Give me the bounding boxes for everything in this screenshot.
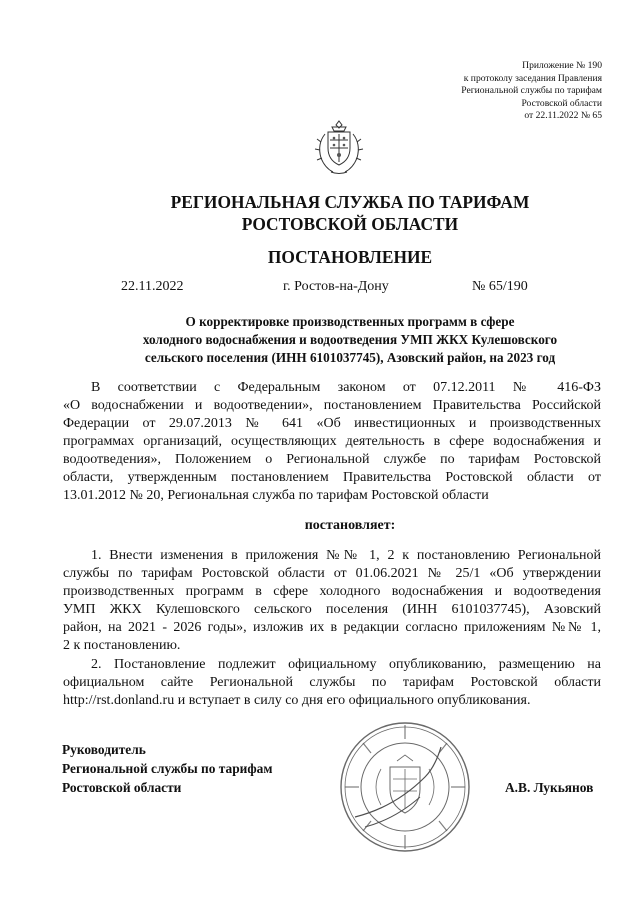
item-1-line: службы по тарифам Ростовской области от 01.06.2021 № 25/1 «Об утверждении (63, 566, 601, 581)
appendix-line: Ростовской области (521, 97, 602, 109)
item-1-paragraph (63, 547, 601, 655)
appendix-note (342, 60, 602, 123)
appendix-line: к протоколу заседания Правления (463, 72, 602, 84)
item-1-line: район, на 2021 - 2026 годы», изложив их в редакции согласно приложениям №№ 1, (63, 620, 601, 635)
preamble-line: «О водоснабжении и водоотведении», постановлением Правительства Российской (63, 398, 601, 413)
item-2-line: 2. Постановление подлежит официальному опубликованию, размещению на (91, 657, 601, 672)
document-type: ПОСТАНОВЛЕНИЕ (267, 247, 433, 267)
signatory-position-line: Ростовской области (62, 780, 182, 795)
item-1-line: 2 к постановлению. (63, 638, 181, 653)
appendix-line: Приложение № 190 (522, 60, 602, 71)
subject-line: сельского поселения (ИНН 6101037745), Азовский район, на 2023 год (144, 350, 556, 365)
preamble-line: водоотведения», Положением о Региональной службе по тарифам Ростовской (63, 452, 601, 467)
signatory-position-line: Региональной службы по тарифам (62, 761, 273, 776)
coat-of-arms-icon (313, 118, 365, 176)
subject-line: О корректировке производственных программ в сфере (185, 314, 515, 329)
organization-line-2: РОСТОВСКОЙ ОБЛАСТИ (241, 214, 459, 234)
organization-line-1: РЕГИОНАЛЬНАЯ СЛУЖБА ПО ТАРИФАМ (170, 192, 530, 212)
document-date: 22.11.2022 (121, 279, 184, 294)
signatory-name: А.В. Лукьянов (505, 780, 594, 795)
resolve-heading: постановляет: (304, 518, 396, 533)
preamble-line: области, утвержденным постановлением Правительства Ростовской области от (63, 470, 601, 485)
organization-title (60, 191, 640, 235)
preamble-line: программах организаций, осуществляющих деятельность в сфере водоснабжения и (63, 434, 601, 449)
item-2-line: http://rst.donland.ru и вступает в силу со дня его официального опубликования. (63, 693, 531, 708)
preamble-line: 13.01.2012 № 20, Региональная служба по тарифам Ростовской области (63, 488, 489, 503)
subject-line: холодного водоснабжения и водоотведения УМП ЖКХ Кулешовского (142, 332, 558, 347)
appendix-line: Региональной службы по тарифам (461, 85, 602, 97)
item-2-line: официальном сайте Региональной службы по тарифам Ростовской области (63, 675, 601, 690)
item-1-line: производственных программ в сфере холодного водоснабжения и водоотведения (63, 584, 601, 599)
document-number: № 65/190 (472, 279, 528, 294)
signatory-position (62, 740, 272, 797)
item-1-line: 1. Внести изменения в приложения №№ 1, 2 к постановлению Региональной (91, 548, 601, 563)
preamble-line: В соответствии с Федеральным законом от 07.12.2011 № 416-ФЗ (91, 380, 601, 395)
appendix-line: от 22.11.2022 № 65 (524, 110, 602, 122)
item-1-line: УМП ЖКХ Кулешовского сельского поселения (ИНН 6101037745), Азовский (63, 602, 601, 617)
item-2-paragraph (63, 656, 601, 710)
preamble-line: Федерации от 29.07.2013 № 641 «Об инвестиционных и производственных (63, 416, 601, 431)
signatory-position-line: Руководитель (62, 742, 146, 757)
document-subject (60, 313, 640, 367)
official-seal-icon (335, 717, 475, 857)
document-place: г. Ростов-на-Дону (283, 279, 389, 294)
preamble-paragraph (63, 379, 601, 505)
